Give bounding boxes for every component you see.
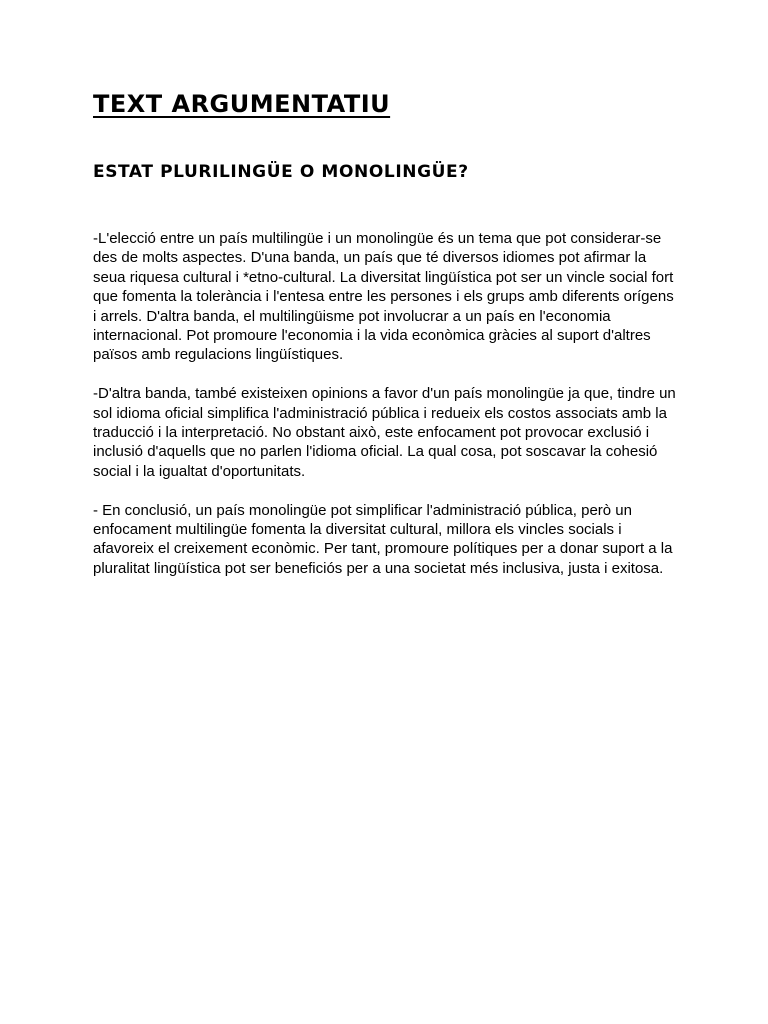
document-title: TEXT ARGUMENTATIU — [93, 90, 391, 118]
document-subtitle: ESTAT PLURILINGÜE O MONOLINGÜE? — [93, 162, 469, 182]
paragraph-introduction: -L'elecció entre un país multilingüe i un monolingüe és un tema que pot considerar-se des de molts aspectes. D'una banda, un país que té diversos idiomes pot afirmar la seua riquesa cultural i *etno-cultural. La diversitat lingüística pot ser un vincle social fort que fomenta la tolerància i l'entesa entre les persones i els grups amb diferents orígens i arrels. D'altra banda, el multilingüisme pot involucrar a un país en l'economia internacional. Pot promoure l'economia i la vida econòmica gràcies al suport d'altres països amb regulacions lingüístiques. — [93, 230, 674, 364]
paragraph-counterargument: -D'altra banda, també existeixen opinions a favor d'un país monolingüe ja que, tindre un sol idioma oficial simplifica l'administració pública i redueix els costos associats amb la traducció i la interpretació. No obstant això, este enfocament pot provocar exclusió i inclusió d'aquells que no parlen l'idioma oficial. La qual cosa, pot soscavar la cohesió social i la igualtat d'oportunitats. — [93, 385, 676, 480]
document-body — [93, 229, 678, 598]
paragraph-conclusion: - En conclusió, un país monolingüe pot simplificar l'administració pública, però un enfocament multilingüe fomenta la diversitat cultural, millora els vincles socials i afavoreix el creixement econòmic. Per tant, promoure polítiques per a donar suport a la pluralitat lingüística pot ser beneficiós per a una societat més inclusiva, justa i exitosa. — [93, 501, 673, 577]
